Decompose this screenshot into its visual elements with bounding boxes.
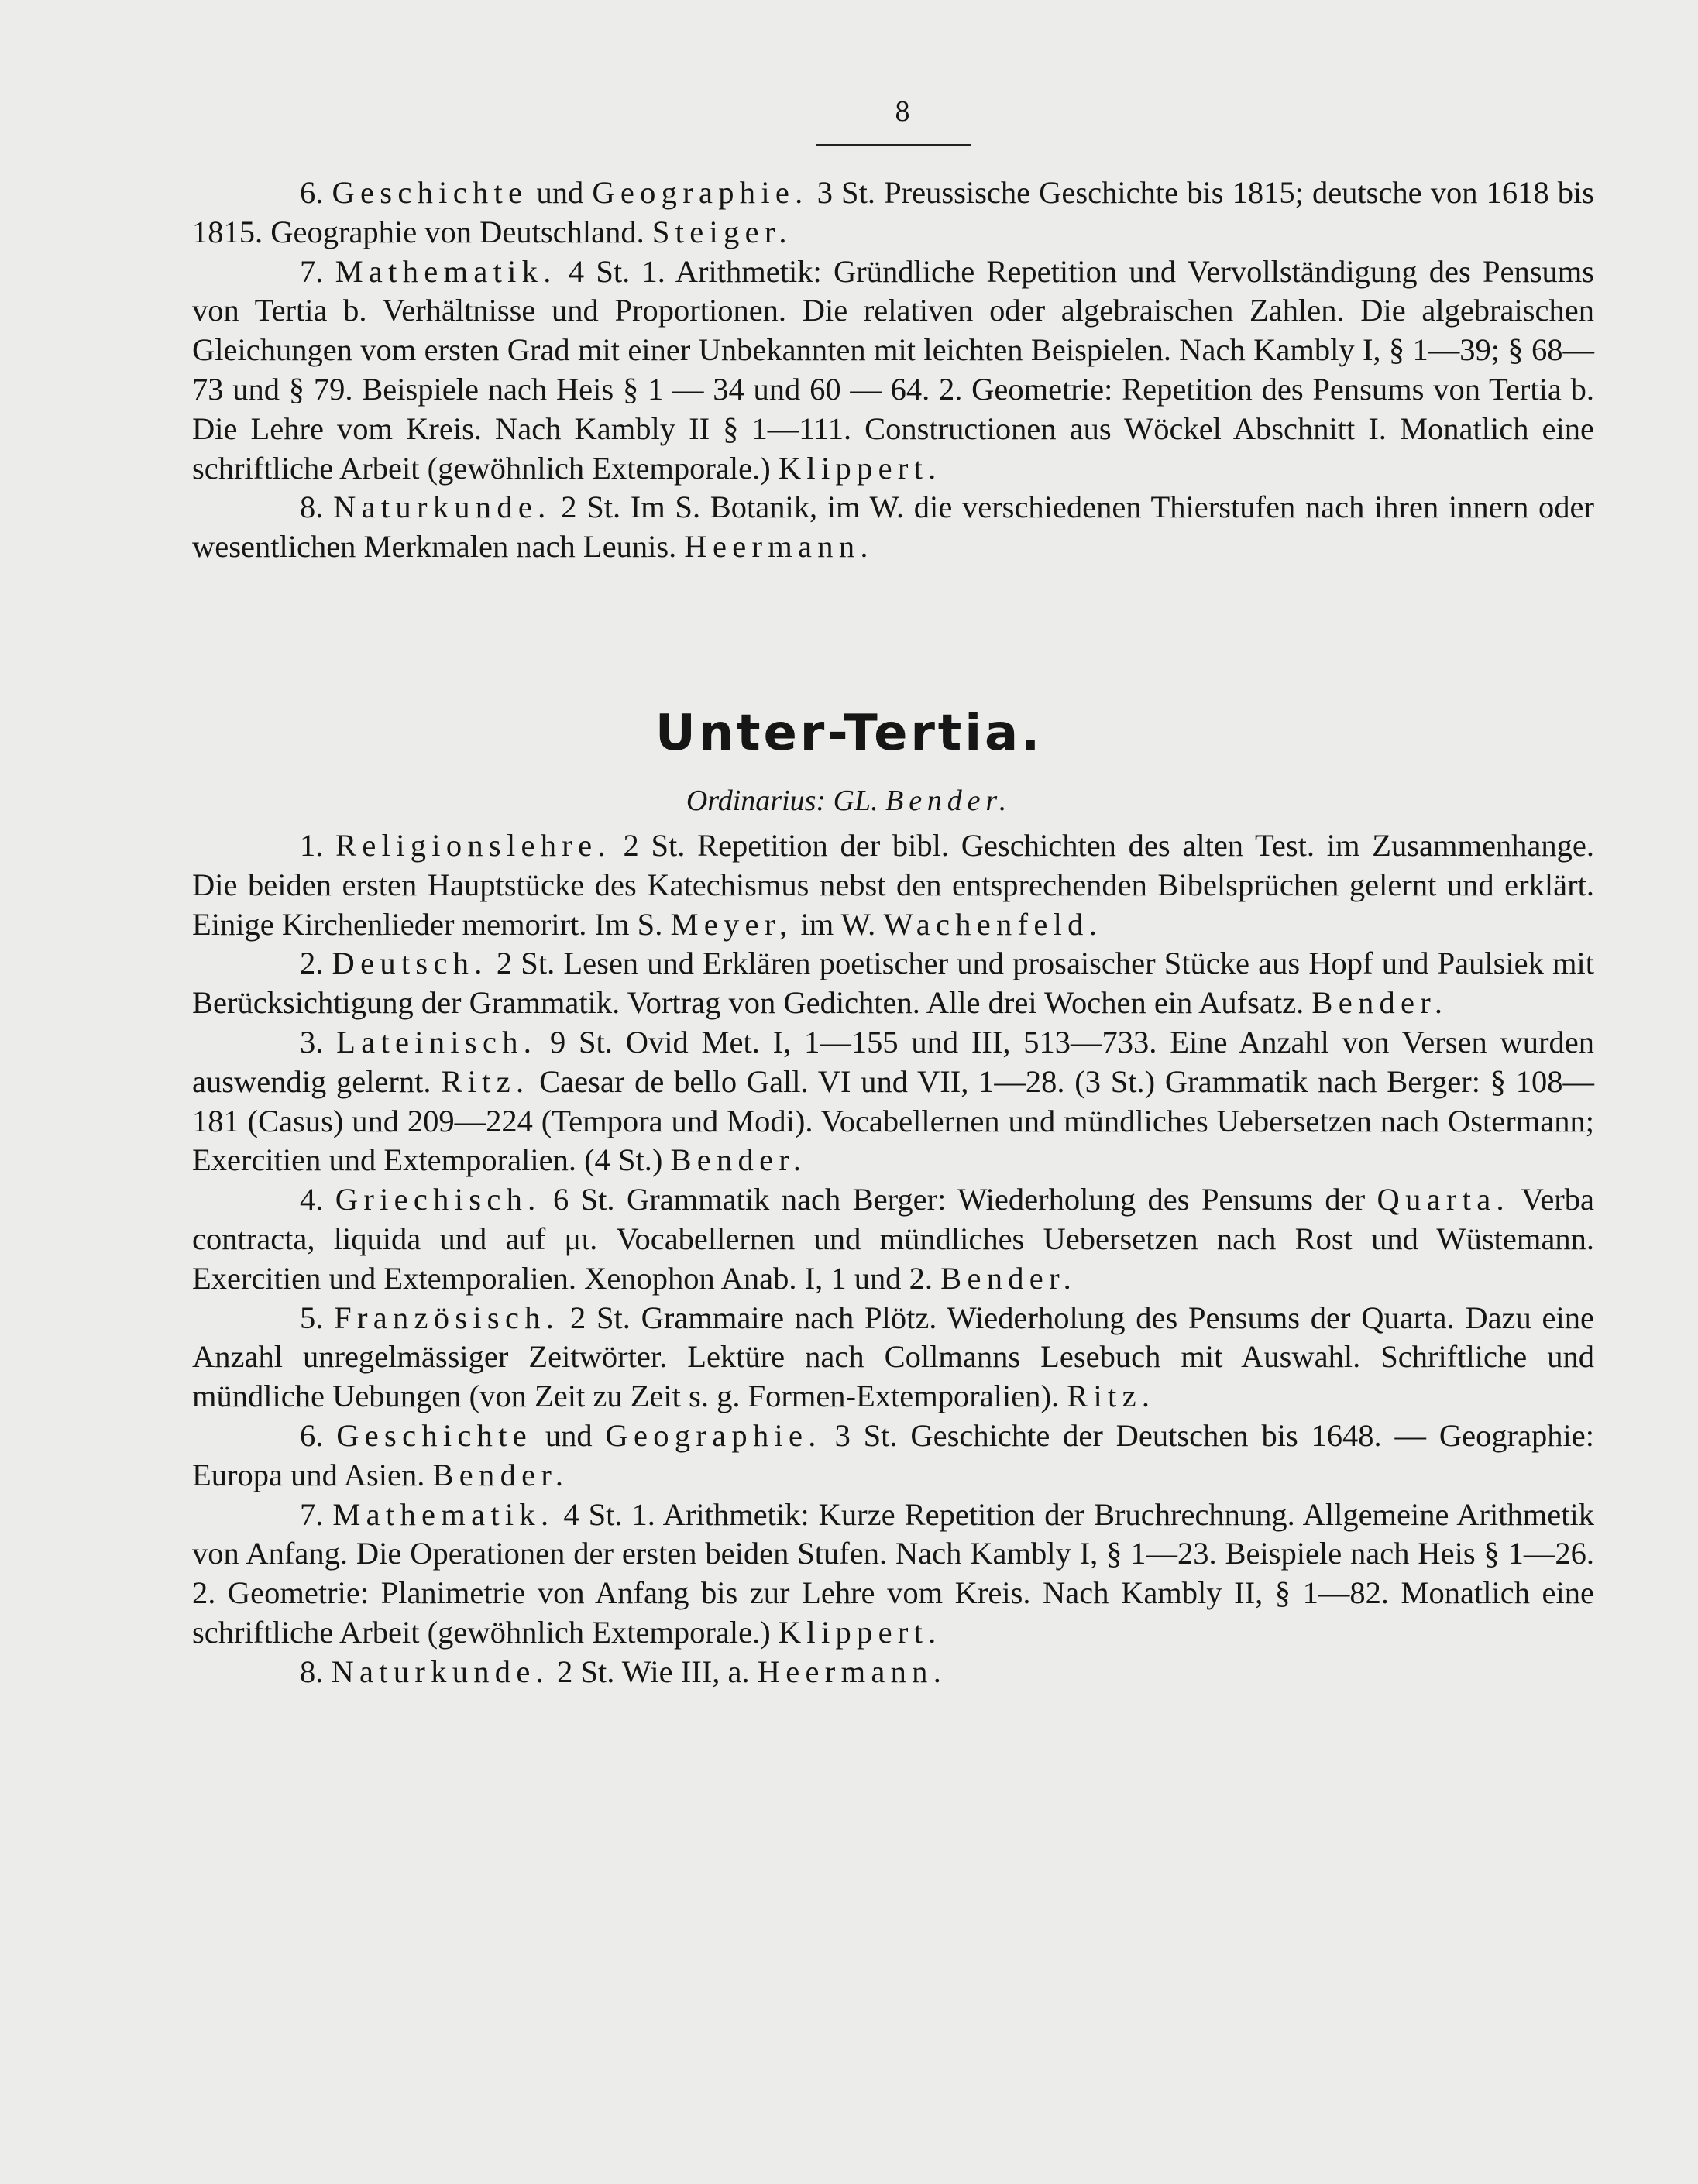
teacher: Meyer, (670, 906, 793, 942)
subject: Geschichte (332, 175, 528, 210)
class-name: Quarta. (1377, 1182, 1510, 1217)
teacher: Heermann. (684, 529, 874, 565)
teacher: Wachenfeld. (883, 906, 1103, 942)
subject: Geschichte (336, 1417, 533, 1453)
ordinarius-name: Bender. (885, 785, 1012, 817)
header-rule (816, 144, 971, 146)
teacher: Ritz. (441, 1063, 530, 1099)
teacher: Steiger. (651, 214, 792, 249)
teacher: Klippert. (778, 1614, 942, 1650)
entry-lateinisch: 3. Lateinisch. 9 St. Ovid Met. I, 1—155 und III, 513—733. Eine Anzahl von Versen wurden auswendig gelernt. Ritz. Caesar de bello Gall. VI und VII, 1—28. (3 St.) Grammatik nach Berger: § 108—181 (Casus) und 209—224 (Tempora und Modi). Vocabellernen und mündliches Uebersetzen nach Ostermann; Exercitien und Extemporalien. (4 St.) Bender. (192, 1024, 1595, 1178)
subject: Naturkunde. (333, 489, 552, 525)
teacher: Heermann. (757, 1653, 947, 1689)
section-previous-class (192, 173, 1594, 567)
section-unter-tertia (192, 826, 1594, 1692)
entry-mathematik: 7. Mathematik. 4 St. 1. Arithmetik: Gründliche Repetition und Vervollständigung des Pensums von Tertia b. Verhältnisse und Proportionen. Die relativen oder algebraischen Zahlen. Die algebraischen Gleichungen vom ersten Grad mit einer Unbekannten mit leichten Beispielen. Nach Kambly I, § 1—39; § 68—73 und § 79. Beispiele nach Heis § 1 — 34 und 60 — 64. 2. Geometrie: Repetition des Pensums von Tertia b. Die Lehre vom Kreis. Nach Kambly II § 1—111. Constructionen aus Wöckel Abschnitt I. Monatlich eine schriftliche Arbeit (gewöhnlich Extemporale.) Klippert. (192, 253, 1595, 486)
subject: Naturkunde. (331, 1653, 550, 1689)
entry-griechisch: 4. Griechisch. 6 St. Grammatik nach Berger: Wiederholung des Pensums der Quarta. Verba contracta, liquida und auf μι. Vocabellernen und mündliches Uebersetzen nach Rost und Wüstemann. Exercitien und Extemporalien. Xenophon Anab. I, 1 und 2. Bender. (192, 1182, 1595, 1296)
section-heading-unter-tertia: Unter-Tertia. (655, 705, 1043, 762)
subject: Geographie. (605, 1417, 822, 1453)
subject: Geographie. (592, 175, 809, 210)
subject: Mathematik. (332, 1496, 555, 1532)
entry-geschichte-geographie: 6. Geschichte und Geographie. 3 St. Geschichte der Deutschen bis 1648. — Geographie: Europa und Asien. Bender. (192, 1417, 1595, 1492)
teacher: Klippert. (778, 450, 942, 486)
subject: Lateinisch. (336, 1024, 538, 1059)
page-number: 8 (895, 95, 910, 128)
subject: Mathematik. (335, 253, 557, 289)
entry-deutsch: 2. Deutsch. 2 St. Lesen und Erklären poetischer und prosaischer Stücke aus Hopf und Paulsiek mit Berücksichtigung der Grammatik. Vortrag von Gedichten. Alle drei Wochen ein Aufsatz. Bender. (192, 946, 1595, 1021)
entry-naturkunde: 8. Naturkunde. 2 St. Im S. Botanik, im W. die verschiedenen Thierstufen nach ihren innern oder wesentlichen Merkmalen nach Leunis. Heermann. (192, 489, 1595, 565)
subject: Französisch. (334, 1300, 560, 1335)
subject: Religionslehre. (335, 828, 611, 863)
teacher: Ritz. (1067, 1379, 1156, 1414)
entry-mathematik: 7. Mathematik. 4 St. 1. Arithmetik: Kurze Repetition der Bruchrechnung. Allgemeine Arithmetik von Anfang. Die Operationen der ersten beiden Stufen. Nach Kambly I, § 1—23. Beispiele nach Heis § 1—26. 2. Geometrie: Planimetrie von Anfang bis zur Lehre vom Kreis. Nach Kambly II, § 1—82. Monatlich eine schriftliche Arbeit (gewöhnlich Extemporale.) Klippert. (192, 1496, 1594, 1650)
ordinarius-line: Ordinarius: GL. Bender. (686, 785, 1012, 817)
entry-franzoesisch: 5. Französisch. 2 St. Grammaire nach Plötz. Wiederholung des Pensums der Quarta. Dazu eine Anzahl unregelmässiger Zeitwörter. Lektüre nach Collmanns Lesebuch mit Auswahl. Schriftliche und mündliche Uebungen (von Zeit zu Zeit s. g. Formen-Extemporalien). Ritz. (192, 1300, 1594, 1414)
entry-geschichte-geographie: 6. Geschichte und Geographie. 3 St. Preussische Geschichte bis 1815; deutsche von 1618 bis 1815. Geographie von Deutschland. Steiger. (192, 175, 1595, 249)
teacher: Bender. (432, 1457, 569, 1492)
subject: Griechisch. (335, 1182, 541, 1217)
entry-naturkunde: 8. Naturkunde. 2 St. Wie III, a. Heermann. (300, 1653, 947, 1689)
teacher: Bender. (940, 1260, 1078, 1296)
subject: Deutsch. (332, 946, 488, 981)
teacher: Bender. (670, 1142, 807, 1178)
entry-religionslehre: 1. Religionslehre. 2 St. Repetition der bibl. Geschichten des alten Test. im Zusammenhange. Die beiden ersten Hauptstücke des Katechismus nebst den entsprechenden Bibelsprüchen gelernt und erklärt. Einige Kirchenlieder memorirt. Im S. Meyer, im W. Wachenfeld. (192, 828, 1595, 942)
teacher: Bender. (1311, 985, 1449, 1021)
